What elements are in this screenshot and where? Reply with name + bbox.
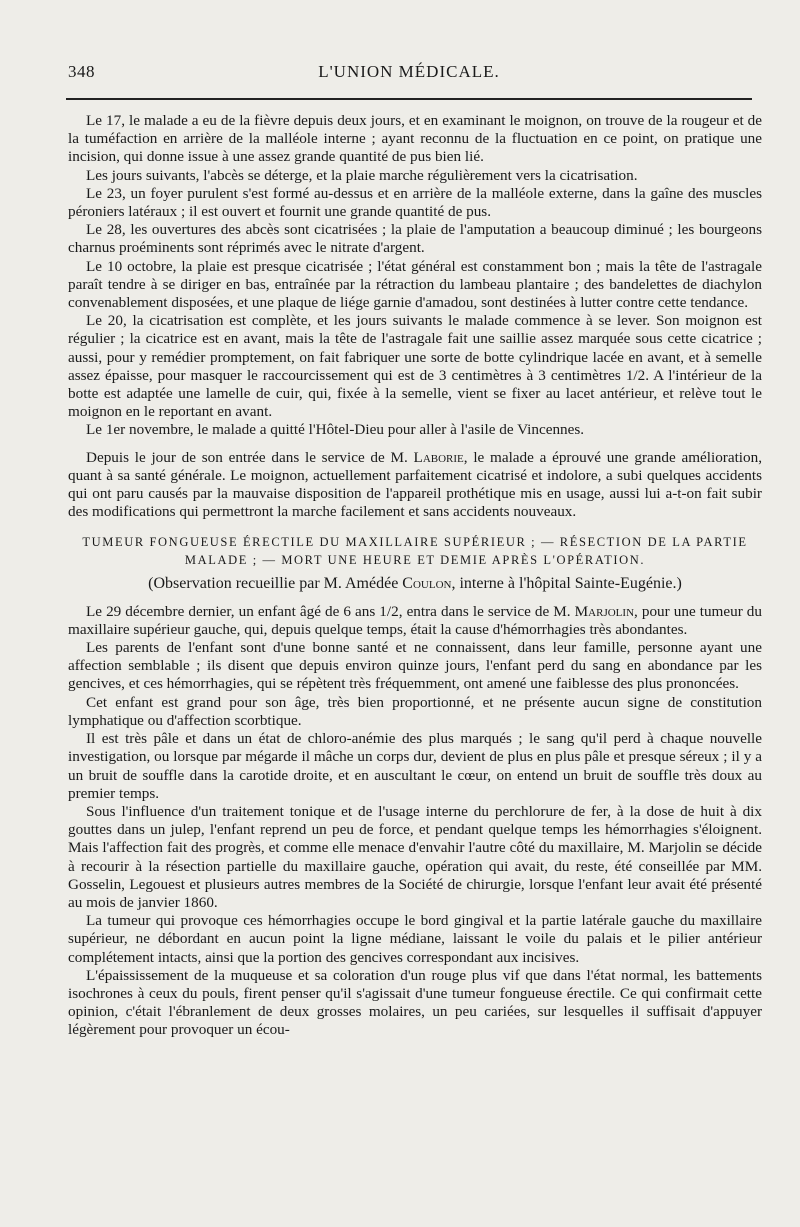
paragraph: Le 17, le malade a eu de la fièvre depuis deux jours, et en examinant le moignon, on trouve de la rougeur et de la tuméfaction en arrière de la malléole interne ; ayant reconnu de la fluctuation en ce point, on pratique une incision, qui donne issue à une assez grande quantité de pus bien lié. xyxy=(68,112,762,166)
paragraph: Cet enfant est grand pour son âge, très bien proportionné, et ne présente aucun signe de constitution lymphatique ou d'affection scorbtique. xyxy=(68,693,762,729)
surgeon-name: Marjolin xyxy=(574,602,635,620)
page-header xyxy=(68,62,750,86)
header-rule xyxy=(66,98,752,100)
paragraph: Le 1er novembre, le malade a quitté l'Hôtel-Dieu pour aller à l'asile de Vincennes. xyxy=(86,421,585,439)
paragraph: Il est très pâle et dans un état de chloro-anémie des plus marqués ; le sang qu'il perd à chaque nouvelle investigation, ou lorsque par mégarde il mâche un corps dur, devient de plus en plus pâle et presque séreux ; il y a un bruit de souffle dans la carotide droite, et en auscultant le cœur, on entend un bruit de souffle très doux au premier temps. xyxy=(68,730,762,802)
text-run: Depuis le jour de son entrée dans le service de M. xyxy=(86,448,414,466)
paragraph-marjolin xyxy=(68,603,762,639)
paragraph: Le 10 octobre, la plaie est presque cicatrisée ; l'état général est constamment bon ; mais la tête de l'astragale paraît tendre à se diriger en bas, entraînée par la rétraction du lambeau plantaire ; des bandelettes de diachylon convenablement disposées, et une plaque de liége garnie d'amadou, sont destinées à lutter contre cette tendance. xyxy=(68,257,762,312)
paragraph: Le 20, la cicatrisation est complète, et les jours suivants le malade commence à se lever. Son moignon est régulier ; la cicatrice est en avant, mais la tête de l'astragale fait une saillie assez marquée sous cette cicatrice ; aussi, pour y remédier promptement, on fait fabriquer une sorte de botte cylindrique lacée en avant, et à semelle assez épaisse, pour masquer le raccourcissement qui est de 3 centimètres à 3 centimètres 1/2. A l'intérieur de la botte est adaptée une lamelle de cuir, qui, fixée à la semelle, vient se fixer au lacet antérieur, et relève tout le moignon en le reportant en avant. xyxy=(68,312,762,421)
paragraph: Les parents de l'enfant sont d'une bonne santé et ne connaissent, dans leur famille, personne ayant une affection semblable ; ils disent que depuis environ quinze jours, l'enfant perd du sang en abondance par les gencives, et ces hémorrhagies, qui se répètent très fréquemment, ont amené une faiblesse des plus prononcées. xyxy=(68,639,762,693)
article-body xyxy=(68,112,762,1040)
paragraph: Les jours suivants, l'abcès se déterge, et la plaie marche régulièrement vers la cicatrisation. xyxy=(86,166,638,184)
paragraph: Le 23, un foyer purulent s'est formé au-dessus et en arrière de la malléole externe, dans la gaîne des muscles péroniers latéraux ; il est ouvert et fournit une grande quantité de pus. xyxy=(68,184,762,221)
text-run: (Observation recueillie par M. Amédée xyxy=(148,575,403,593)
paragraph: L'épaississement de la muqueuse et sa coloration d'un rouge plus vif que dans l'état normal, les battements isochrones à ceux du pouls, firent penser qu'il s'agissait d'une tumeur fongueuse érectile. Ce qui confirmait cette opinion, c'était l'ébranlement de deux grosses molaires, un peu cariées, sur lesquelles il suffisait d'appuyer légèrement pour provoquer un écou- xyxy=(68,966,762,1039)
case-title-line: TUMEUR FONGUEUSE ÉRECTILE DU MAXILLAIRE SUPÉRIEUR ; — RÉSECTION DE LA PARTIE xyxy=(82,535,748,550)
observation-credit xyxy=(68,575,762,593)
text-run: , interne à l'hôpital Sainte-Eugénie.) xyxy=(451,575,682,593)
paragraph-laborie xyxy=(68,449,762,522)
text-run: , le malade a éprouvé une grande amélioration, quant à sa santé générale. Le moignon, actuellement parfaitement cicatrisé et indolore, a subi quelques accidents qui ont paru causés par la mauvaise disposition de l'appareil prothétique mis en usage, aussi lui a-t-on fait subir des modifications qui permettront la marche facilement et sans accidents nouveaux. xyxy=(68,448,763,521)
paragraph: La tumeur qui provoque ces hémorrhagies occupe le bord gingival et la partie latérale gauche du maxillaire supérieur, ne débordant en aucun point la ligne médiane, laissant le voile du palais et le pilier antérieur complétement intacts, ainsi que la portion des gencives correspondant aux incisives. xyxy=(68,912,762,966)
page-number: 348 xyxy=(68,62,95,81)
paragraph: Le 28, les ouvertures des abcès sont cicatrisées ; la plaie de l'amputation a beaucoup diminué ; les bourgeons charnus proéminents sont réprimés avec le nitrate d'argent. xyxy=(68,221,762,257)
running-title: L'UNION MÉDICALE. xyxy=(318,62,500,81)
case-title-line: MALADE ; — MORT UNE HEURE ET DEMIE APRÈS L'OPÉRATION. xyxy=(184,553,646,568)
surgeon-name: Laborie xyxy=(413,448,464,466)
paragraph: Sous l'influence d'un traitement tonique et de l'usage interne du perchlorure de fer, à la dose de huit à dix gouttes dans un julep, l'enfant reprend un peu de force, et pendant quelque temps les hémorrhagies s'éloignent. Mais l'affection fait des progrès, et comme elle menace d'envahir l'autre côté du maxillaire, M. Marjolin se décide à recourir à la résection partielle du maxillaire gauche, opération qui avait, du reste, été conseillée par MM. Gosselin, Legouest et plusieurs autres membres de la Société de chirurgie, lorsque l'enfant leur avait été présenté au mois de janvier 1860. xyxy=(68,802,762,911)
intern-name: Coulon xyxy=(402,575,452,593)
text-run: , pour une tumeur du maxillaire supérieur gauche, qui, depuis quelque temps, était la cause d'hémorrhagies très abondantes. xyxy=(68,602,762,638)
text-run: Le 29 décembre dernier, un enfant âgé de 6 ans 1/2, entra dans le service de M. xyxy=(86,602,575,620)
case-title xyxy=(68,533,762,569)
